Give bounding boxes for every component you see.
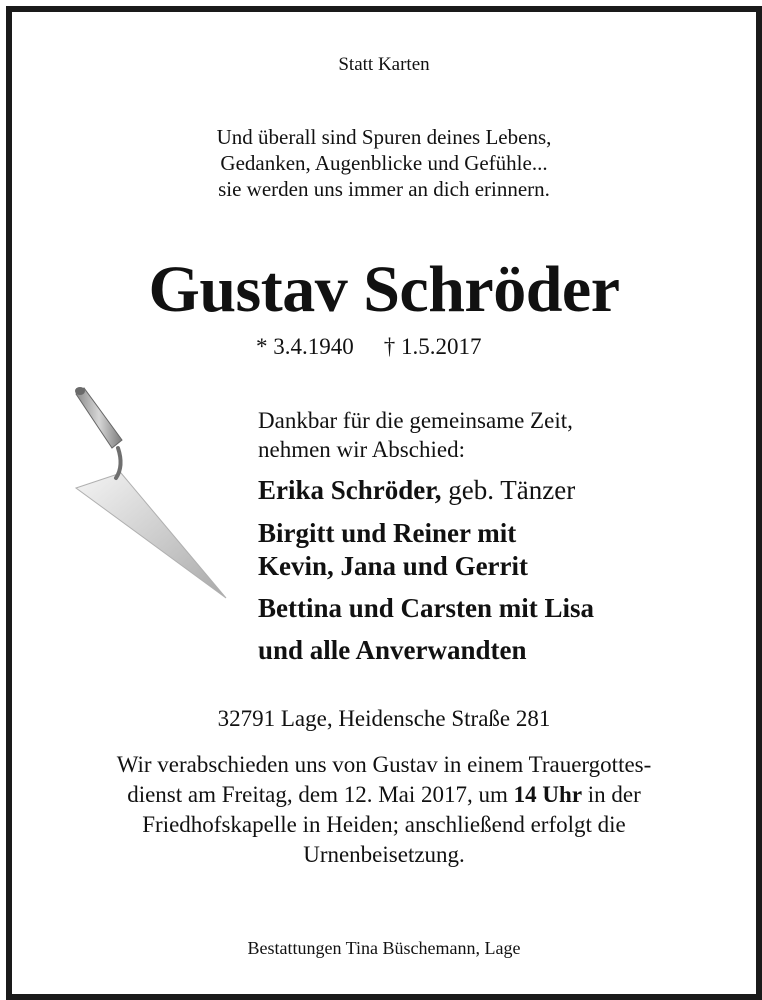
- service-line: Friedhofskapelle in Heiden; anschließend erfolgt die: [142, 812, 626, 837]
- family-line: Birgitt und Reiner mit: [258, 518, 517, 548]
- quote-line: Gedanken, Augenblicke und Gefühle...: [220, 151, 548, 175]
- family-children-1: [258, 517, 528, 583]
- family-address: 32791 Lage, Heidensche Straße 281: [217, 706, 551, 731]
- family-relatives: und alle Anverwandten: [258, 635, 527, 665]
- family-line: Kevin, Jana und Gerrit: [258, 551, 529, 581]
- service-line: Wir verabschieden uns von Gustav in einem Trauergottes-: [116, 752, 652, 777]
- service-time: 14 Uhr: [513, 782, 583, 807]
- death-date: † 1.5.2017: [383, 334, 482, 359]
- family-widow: [258, 474, 575, 507]
- life-dates: [256, 334, 482, 360]
- thanks-line: nehmen wir Abschied:: [258, 437, 465, 462]
- service-text: in der: [587, 782, 641, 807]
- thanks-text: [258, 406, 573, 464]
- memorial-quote: [12, 124, 756, 202]
- birth-date: * 3.4.1940: [256, 334, 354, 359]
- thanks-line: Dankbar für die gemeinsame Zeit,: [258, 408, 573, 433]
- quote-line: Und überall sind Spuren deines Lebens,: [216, 125, 552, 149]
- service-line: Urnenbeisetzung.: [303, 842, 465, 867]
- quote-line: sie werden uns immer an dich erinnern.: [218, 177, 550, 201]
- deceased-name: Gustav Schröder: [148, 253, 620, 326]
- family-children-2: Bettina und Carsten mit Lisa: [258, 593, 595, 623]
- trowel-icon: [46, 378, 246, 608]
- notice-header: Statt Karten: [338, 54, 430, 75]
- service-text: dienst am Freitag, dem 12. Mai 2017, um: [127, 782, 508, 807]
- obituary-notice: [6, 6, 762, 1000]
- maiden-name: geb. Tänzer: [448, 475, 576, 505]
- funeral-service-info: [12, 750, 756, 870]
- undertaker-credit: Bestattungen Tina Büschemann, Lage: [247, 938, 521, 958]
- service-line: [12, 780, 756, 810]
- widow-name: Erika Schröder,: [258, 475, 442, 505]
